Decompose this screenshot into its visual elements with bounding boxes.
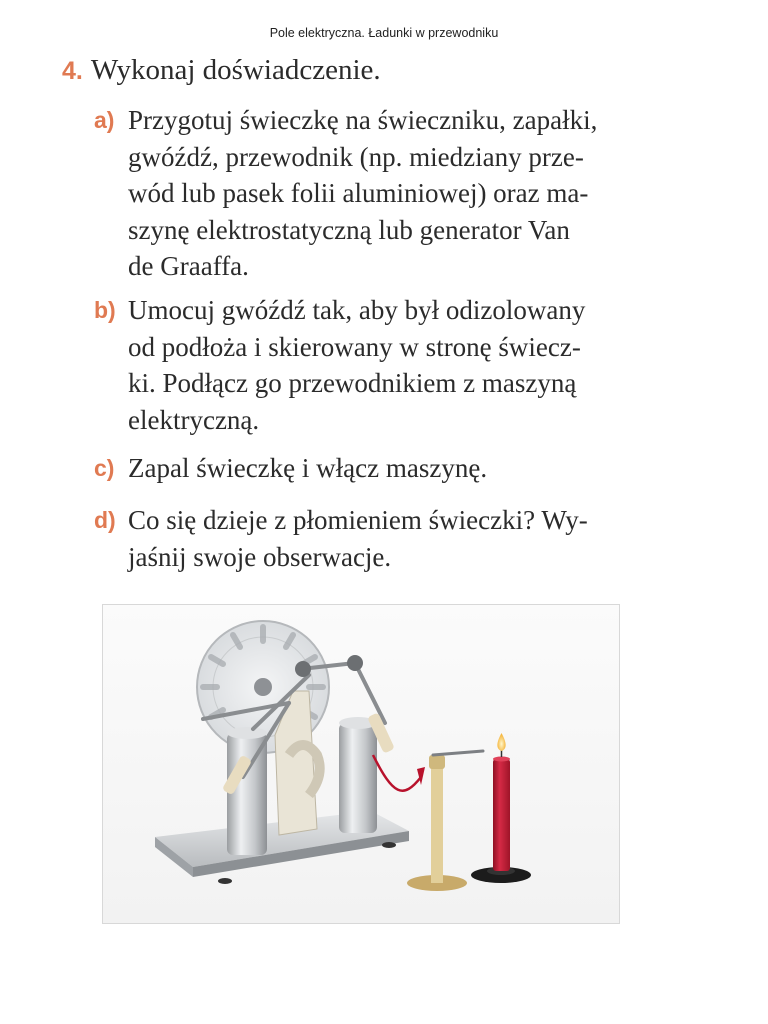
step-line: szynę elektrostatyczną lub generator Van [128,214,570,245]
step-line: de Graaffa. [128,251,249,281]
nail [433,751,483,755]
step-c [94,450,634,487]
exercise-title-text: Wykonaj doświadczenie. [90,54,381,86]
step-d [94,502,634,575]
experiment-photo [102,604,620,924]
electrode-ball [347,655,363,671]
step-line: ki. Podłącz go przewodnikiem z maszyną [128,368,577,398]
step-b [94,292,634,438]
step-line: Co się dzieje z płomieniem świeczki? Wy- [128,505,588,535]
step-line: jaśnij swoje obserwacje. [128,541,392,572]
step-line: Umocuj gwóźdź tak, aby był odizolowany [128,295,586,325]
step-letter: d) [94,507,116,533]
candle [471,733,531,883]
exercise-number: 4. [62,57,83,85]
candle-flame [497,733,505,751]
step-line: Zapal świeczkę i włącz maszynę. [128,453,488,483]
step-letter: a) [94,107,115,133]
step-line: Przygotuj świeczkę na świeczniku, zapałki, [128,105,598,135]
leyden-jar-right [339,717,377,833]
step-line: od podłoża i skierowany w stronę świecz- [128,331,581,362]
step-line: wód lub pasek folii aluminiowej) oraz ma- [128,178,589,208]
connecting-wire [373,755,421,791]
step-a [94,102,634,285]
step-line: gwóźdź, przewodnik (np. miedziany prze- [128,141,584,172]
step-line: elektryczną. [128,404,260,435]
electrostatic-machine-illustration [103,605,619,923]
exercise-title [62,54,381,87]
electrode-ball [295,661,311,677]
page-header: Pole elektryczna. Ładunki w przewodniku [269,26,499,40]
step-letter: c) [94,455,115,481]
step-letter: b) [94,297,116,323]
